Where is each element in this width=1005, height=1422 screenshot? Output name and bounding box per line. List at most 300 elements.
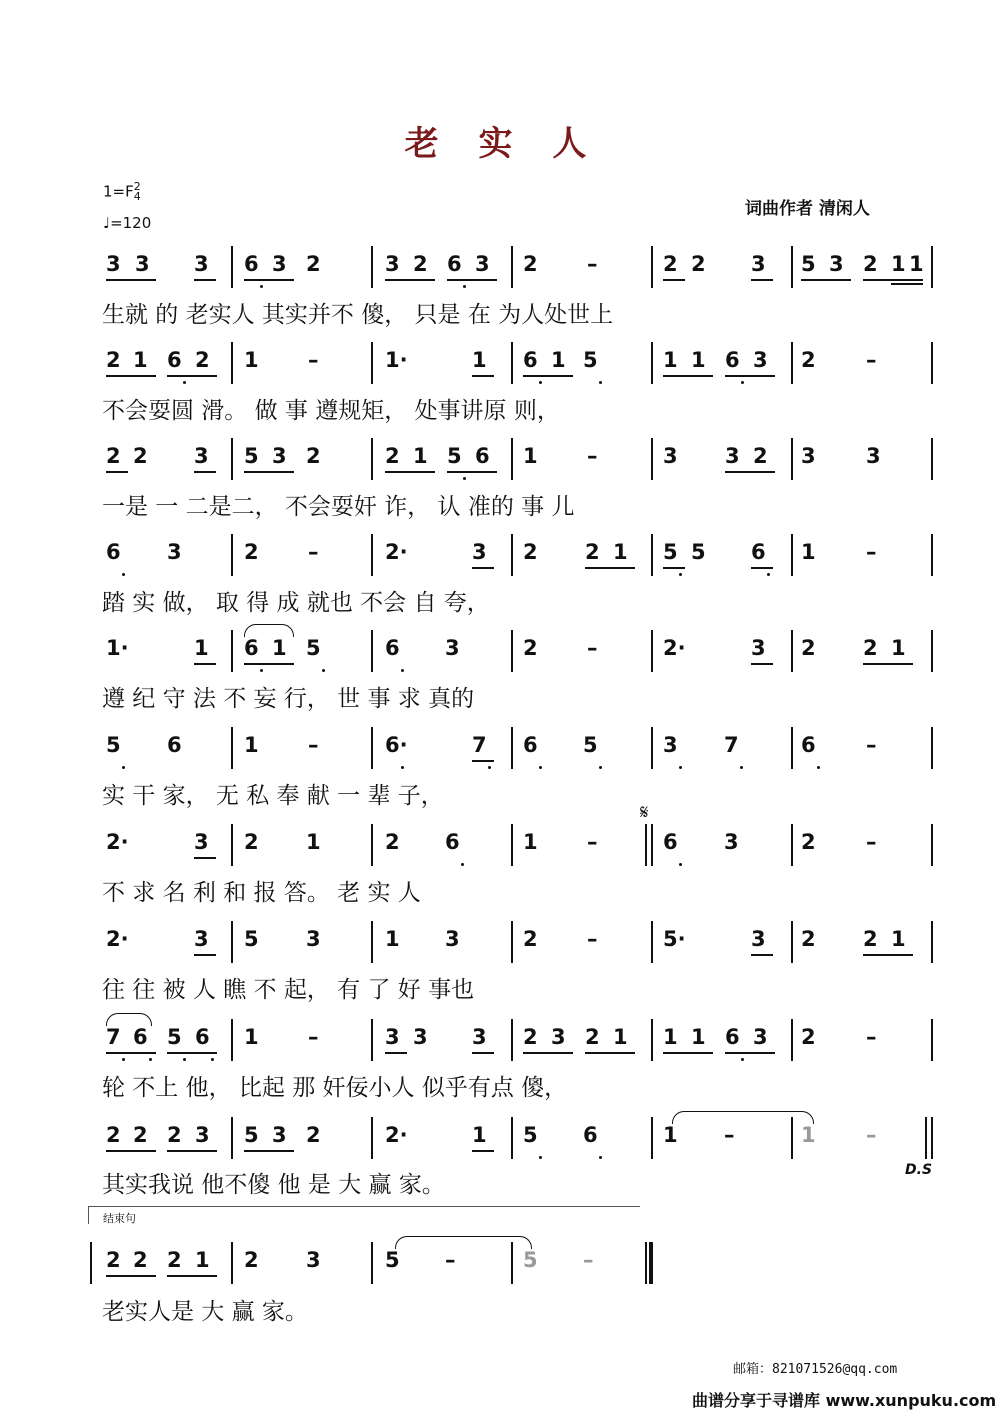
bar-line [511, 1117, 513, 1159]
note: 3 [663, 444, 678, 468]
note: 3 [866, 444, 881, 468]
beam-line [194, 663, 216, 665]
bar-line [791, 246, 793, 288]
bar-line [931, 824, 933, 866]
octave-dot [461, 863, 464, 866]
bar-line [511, 438, 513, 480]
note: 2 [801, 830, 816, 854]
note: 6 [725, 1025, 740, 1049]
beam-line [863, 279, 923, 281]
note: 6 [523, 733, 538, 757]
bar-line [231, 246, 233, 288]
ending-label: 结束句 [103, 1212, 136, 1225]
note: 1 [891, 252, 906, 276]
note: 5 [167, 1025, 182, 1049]
beam-line [472, 1052, 494, 1054]
beam-line [194, 279, 216, 281]
note: 1 [244, 733, 259, 757]
lyric-line: 遵 纪 守 法 不 妄 行， 世 事 求 真的 [102, 686, 475, 712]
note: 2 [523, 927, 538, 951]
note: 2 [863, 927, 878, 951]
note: – [587, 636, 598, 660]
note: 1 [801, 540, 816, 564]
double-bar-line [645, 1242, 647, 1284]
bar-line [371, 727, 373, 769]
octave-dot [767, 573, 770, 576]
beam-line [106, 375, 156, 377]
octave-dot [122, 766, 125, 769]
note: 1 [244, 348, 259, 372]
note: 6 [106, 540, 121, 564]
note: 6 [244, 252, 259, 276]
note: 2 [863, 636, 878, 660]
note: 3 [472, 540, 487, 564]
note: 1 [133, 348, 148, 372]
note: 3 [167, 540, 182, 564]
note: 3 [753, 348, 768, 372]
beam-line [663, 375, 713, 377]
note: – [587, 252, 598, 276]
beam-line [447, 279, 497, 281]
lyric-line: 不 求 名 利 和 报 答。 老 实 人 [102, 880, 421, 906]
ds-marking: D.S [905, 1162, 933, 1178]
beam-line [751, 567, 773, 569]
octave-dot [260, 285, 263, 288]
note: – [583, 1248, 594, 1272]
note: – [587, 444, 598, 468]
note: 3 [829, 252, 844, 276]
octave-dot [599, 766, 602, 769]
note: 2 [801, 636, 816, 660]
note: 2 [801, 348, 816, 372]
bar-line [511, 824, 513, 866]
octave-dot [463, 477, 466, 480]
note: – [308, 348, 319, 372]
bar-line [931, 342, 933, 384]
note: 5 [801, 252, 816, 276]
beam-line [891, 283, 923, 285]
octave-dot [211, 1058, 214, 1061]
note: 3 [385, 1025, 400, 1049]
note: 5 [691, 540, 706, 564]
note: 2 [413, 252, 428, 276]
note: – [445, 1248, 456, 1272]
note: – [866, 348, 877, 372]
note: 6 [663, 830, 678, 854]
bar-line [511, 246, 513, 288]
double-bar-line [645, 824, 647, 866]
beam-line [244, 279, 294, 281]
note: 3 [663, 733, 678, 757]
note: 3 [413, 1025, 428, 1049]
lyric-line: 老实人是 大 赢 家。 [102, 1299, 308, 1325]
note: 1 [194, 636, 209, 660]
note: 2 [244, 830, 259, 854]
footer-site: 曲谱分享于寻谱库 www.xunpuku.com [692, 1391, 997, 1410]
octave-dot [260, 669, 263, 672]
lyric-line: 一是 一 二是二， 不会耍奸 诈， 认 准的 事 儿 [102, 494, 575, 520]
note: 1 [413, 444, 428, 468]
note: 3 [751, 927, 766, 951]
note: – [587, 830, 598, 854]
note: 3 [195, 1123, 210, 1147]
bar-line [651, 921, 653, 963]
note: 7 [106, 1025, 121, 1049]
beam-line [447, 471, 497, 473]
note: 3 [551, 1025, 566, 1049]
bar-line [511, 1019, 513, 1061]
note: 5 [106, 733, 121, 757]
note: – [587, 927, 598, 951]
note: 1· [385, 348, 408, 372]
bar-line [511, 342, 513, 384]
beam-line [751, 954, 773, 956]
bar-line [90, 1242, 92, 1284]
note: 2· [663, 636, 686, 660]
beam-line [167, 375, 217, 377]
octave-dot [539, 1156, 542, 1159]
beam-line [863, 663, 913, 665]
beam-line [106, 279, 156, 281]
note: 6· [385, 733, 408, 757]
bar-line [371, 342, 373, 384]
bar-line [511, 727, 513, 769]
bar-line [651, 630, 653, 672]
note: 2 [691, 252, 706, 276]
lyric-line: 不会耍圆 滑。 做 事 遵规矩， 处事讲原 则， [102, 398, 560, 424]
bar-line [231, 1117, 233, 1159]
beam-line [585, 567, 635, 569]
beam-line [385, 1052, 407, 1054]
note: 1 [891, 636, 906, 660]
note: 6 [133, 1025, 148, 1049]
note: 2· [106, 927, 129, 951]
bar-line [651, 438, 653, 480]
octave-dot [679, 863, 682, 866]
note: 6 [447, 252, 462, 276]
beam-line [106, 471, 128, 473]
note: 2 [167, 1123, 182, 1147]
tie-curve [106, 1013, 152, 1026]
octave-dot [741, 381, 744, 384]
beam-line [194, 954, 216, 956]
bar-line [651, 246, 653, 288]
note: 6 [583, 1123, 598, 1147]
beam-line [863, 954, 913, 956]
note: 3 [106, 252, 121, 276]
key-signature: 1=F2 4 [103, 180, 141, 203]
beam-line [106, 1052, 156, 1054]
beam-line [663, 1052, 713, 1054]
note: 1 [306, 830, 321, 854]
note: 3 [753, 1025, 768, 1049]
beam-line [106, 1275, 156, 1277]
bar-line [651, 824, 653, 866]
note: 1 [551, 348, 566, 372]
beam-line [244, 1150, 294, 1152]
ending-bracket [88, 1206, 640, 1207]
note: 2 [523, 636, 538, 660]
note: – [724, 1123, 735, 1147]
note: – [866, 830, 877, 854]
bar-line [651, 1117, 653, 1159]
bar-line [231, 824, 233, 866]
note: 6 [801, 733, 816, 757]
bar-line [791, 824, 793, 866]
note: 2 [133, 444, 148, 468]
note: 2 [244, 540, 259, 564]
tie-curve [672, 1111, 814, 1124]
beam-line [472, 567, 494, 569]
bar-line [931, 438, 933, 480]
note: – [308, 733, 319, 757]
bar-line [231, 438, 233, 480]
octave-dot [740, 766, 743, 769]
lyric-line: 往 往 被 人 瞧 不 起， 有 了 好 事也 [102, 977, 475, 1003]
beam-line [385, 471, 435, 473]
beam-line [167, 1275, 217, 1277]
octave-dot [463, 285, 466, 288]
bar-line [511, 630, 513, 672]
note: 6 [523, 348, 538, 372]
bar-line [231, 342, 233, 384]
lyric-line: 生就 的 老实人 其实并不 傻， 只是 在 为人处世上 [102, 302, 614, 328]
note: 3 [724, 830, 739, 854]
beam-line [472, 1150, 494, 1152]
bar-line [511, 534, 513, 576]
note: 2 [801, 1025, 816, 1049]
note: 1 [663, 348, 678, 372]
page-title: 老 实 人 [404, 124, 601, 164]
note: 6 [244, 636, 259, 660]
octave-dot [539, 381, 542, 384]
bar-line [931, 921, 933, 963]
note: 3 [445, 927, 460, 951]
beam-line [523, 375, 573, 377]
note: 3 [272, 444, 287, 468]
octave-dot [401, 766, 404, 769]
note: 1 [663, 1025, 678, 1049]
beam-line [194, 857, 216, 859]
lyric-line: 轮 不上 他， 比起 那 奸佞小人 似乎有点 傻， [102, 1075, 568, 1101]
note: 2 [195, 348, 210, 372]
note: 1 [801, 1123, 816, 1147]
note: 3 [306, 927, 321, 951]
beam-line [106, 1150, 156, 1152]
note: 3 [272, 1123, 287, 1147]
segno-icon: 𝄋 [640, 800, 649, 824]
octave-dot [741, 1058, 744, 1061]
note: 5 [385, 1248, 400, 1272]
note: 1 [195, 1248, 210, 1272]
final-bar-line [649, 1242, 653, 1284]
double-bar-line [925, 1117, 927, 1159]
note: 2· [385, 540, 408, 564]
bar-line [651, 534, 653, 576]
note: 1 [472, 348, 487, 372]
note: 3 [194, 927, 209, 951]
bar-line [371, 1019, 373, 1061]
bar-line [931, 630, 933, 672]
beam-line [244, 663, 294, 665]
note: 3 [194, 444, 209, 468]
beam-line [725, 375, 775, 377]
note: 6 [167, 733, 182, 757]
bar-line [371, 921, 373, 963]
bar-line [371, 438, 373, 480]
beam-line [472, 375, 494, 377]
bar-line [931, 246, 933, 288]
bar-line [651, 727, 653, 769]
note: 1 [909, 252, 924, 276]
note: 5 [523, 1248, 538, 1272]
note: 2 [863, 252, 878, 276]
bar-line [651, 1019, 653, 1061]
note: 2 [106, 348, 121, 372]
author-credit: 词曲作者 清闲人 [745, 199, 870, 219]
note: 1 [472, 1123, 487, 1147]
beam-line [801, 279, 851, 281]
note: 6 [725, 348, 740, 372]
note: 6 [751, 540, 766, 564]
beam-line [472, 760, 494, 762]
bar-line [231, 1019, 233, 1061]
note: 1 [691, 348, 706, 372]
note: 2 [585, 540, 600, 564]
note: 6 [195, 1025, 210, 1049]
octave-dot [183, 1058, 186, 1061]
bar-line [791, 438, 793, 480]
octave-dot [679, 766, 682, 769]
tempo-marking: ♩=120 [103, 214, 152, 232]
note: 6 [475, 444, 490, 468]
note: 3 [475, 252, 490, 276]
note: 7 [724, 733, 739, 757]
note: 2 [133, 1123, 148, 1147]
note: 2 [523, 1025, 538, 1049]
octave-dot [488, 766, 491, 769]
octave-dot [322, 669, 325, 672]
bar-line [371, 246, 373, 288]
note: – [308, 1025, 319, 1049]
ending-bracket-left [88, 1206, 89, 1224]
note: 2 [663, 252, 678, 276]
note: 2 [753, 444, 768, 468]
footer-email: 邮箱：821071526@qq.com [733, 1362, 898, 1377]
note: 1 [891, 927, 906, 951]
bar-line [791, 342, 793, 384]
note: 2 [133, 1248, 148, 1272]
note: 6 [167, 348, 182, 372]
beam-line [725, 1052, 775, 1054]
note: 2 [385, 444, 400, 468]
bar-line [231, 921, 233, 963]
note: 2· [385, 1123, 408, 1147]
note: 3 [135, 252, 150, 276]
note: 5 [244, 444, 259, 468]
bar-line [231, 630, 233, 672]
note: 5 [583, 348, 598, 372]
beam-line [385, 279, 435, 281]
octave-dot [599, 1156, 602, 1159]
bar-line [931, 1117, 933, 1159]
note: 2 [306, 444, 321, 468]
note: 5· [663, 927, 686, 951]
bar-line [791, 630, 793, 672]
note: – [308, 540, 319, 564]
note: – [866, 1123, 877, 1147]
bar-line [931, 534, 933, 576]
note: 3 [751, 252, 766, 276]
beam-line [751, 663, 773, 665]
octave-dot [122, 573, 125, 576]
note: 2· [106, 830, 129, 854]
bar-line [511, 921, 513, 963]
note: 2 [167, 1248, 182, 1272]
note: 5 [306, 636, 321, 660]
note: 2 [523, 540, 538, 564]
note: 1 [272, 636, 287, 660]
note: 5 [447, 444, 462, 468]
bar-line [791, 1019, 793, 1061]
note: 2 [306, 252, 321, 276]
octave-dot [679, 573, 682, 576]
tie-curve [244, 624, 294, 637]
note: 5 [244, 927, 259, 951]
bar-line [371, 1242, 373, 1284]
beam-line [751, 279, 773, 281]
note: 6 [385, 636, 400, 660]
note: 5 [583, 733, 598, 757]
bar-line [371, 534, 373, 576]
bar-line [231, 727, 233, 769]
octave-dot [817, 766, 820, 769]
tie-curve [395, 1236, 532, 1249]
note: 6 [445, 830, 460, 854]
bar-line [231, 534, 233, 576]
note: 7 [472, 733, 487, 757]
note: 1 [523, 444, 538, 468]
note: 1 [385, 927, 400, 951]
note: 5 [244, 1123, 259, 1147]
bar-line [791, 534, 793, 576]
note: 2 [523, 252, 538, 276]
note: 2 [585, 1025, 600, 1049]
octave-dot [599, 381, 602, 384]
note: 1· [106, 636, 129, 660]
bar-line [931, 1019, 933, 1061]
note: 1 [244, 1025, 259, 1049]
note: 1 [613, 540, 628, 564]
note: 1 [523, 830, 538, 854]
bar-line [231, 1242, 233, 1284]
note: 3 [751, 636, 766, 660]
bar-line [931, 727, 933, 769]
octave-dot [149, 1058, 152, 1061]
note: 5 [523, 1123, 538, 1147]
note: 3 [194, 252, 209, 276]
note: – [866, 733, 877, 757]
octave-dot [122, 1058, 125, 1061]
note: 2 [385, 830, 400, 854]
lyric-line: 其实我说 他不傻 他 是 大 赢 家。 [102, 1172, 445, 1198]
beam-line [725, 471, 775, 473]
note: 1 [691, 1025, 706, 1049]
octave-dot [539, 766, 542, 769]
note: 3 [272, 252, 287, 276]
bar-line [791, 921, 793, 963]
octave-dot [401, 669, 404, 672]
